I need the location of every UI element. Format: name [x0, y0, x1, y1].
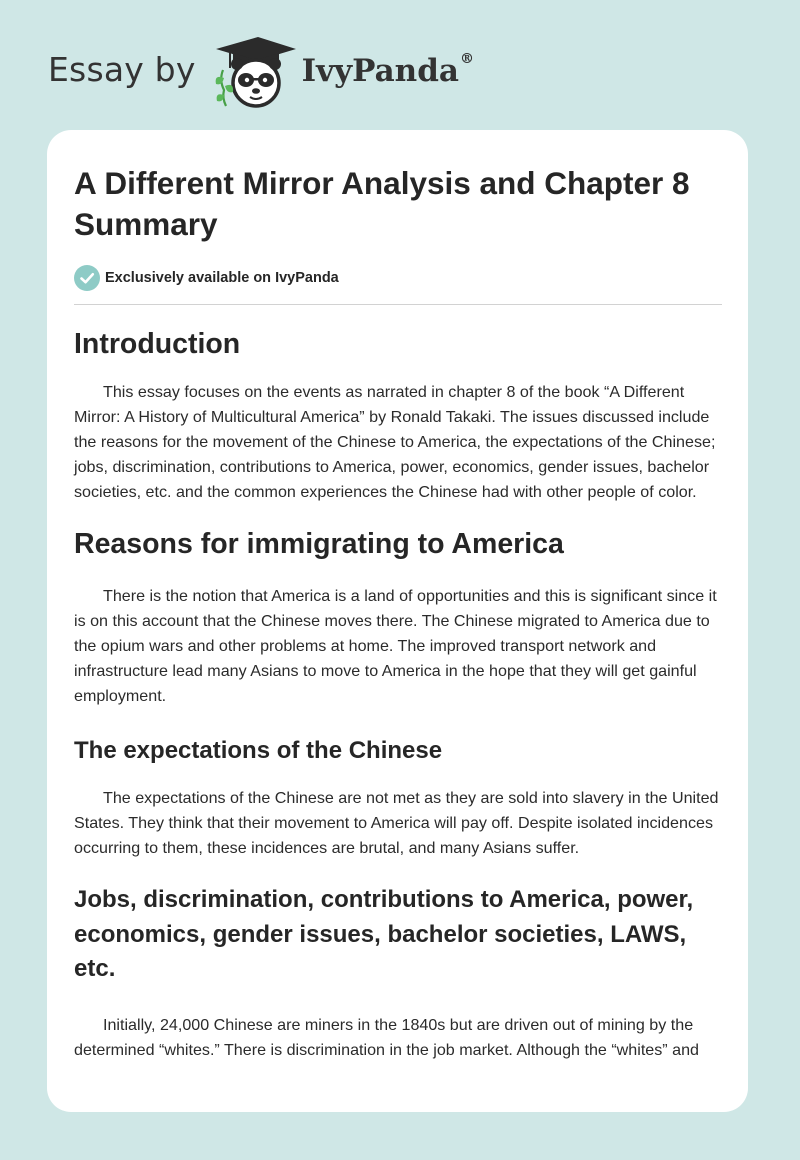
essay-by-label: Essay by [48, 49, 196, 89]
essay-title: A Different Mirror Analysis and Chapter 8 Summary [74, 165, 690, 242]
section-heading-reasons: Reasons for immigrating to America [74, 528, 564, 560]
title-divider [74, 304, 722, 305]
check-circle-icon [74, 265, 100, 291]
site-header [48, 34, 474, 110]
panda-logo-icon[interactable] [210, 34, 296, 110]
section-paragraph-expectations: The expectations of the Chinese are not met as they are sold into slavery in the United States. They think that their movement to America will pay off. Despite isolated incidences occurring to them, these incidences are brutal, and many Asians suffer. [74, 789, 719, 857]
section-heading-introduction: Introduction [74, 328, 241, 360]
exclusive-badge [74, 265, 722, 291]
section-paragraph-reasons: There is the notion that America is a land of opportunities and this is significant since it is on this account that the Chinese moves there. The Chinese migrated to America due to the opium wars and other problems at home. The improved transport network and infrastructure lead many Asians to move to America in the hope that they will get gainful employment. [74, 587, 717, 705]
section-paragraph-jobs: Initially, 24,000 Chinese are miners in the 1840s but are driven out of mining by the determined “whites.” There is discrimination in the job market. Although the “whites” and [74, 1015, 699, 1059]
brand-text: IvyPanda [301, 53, 459, 89]
section-paragraph-introduction: This essay focuses on the events as narrated in chapter 8 of the book “A Different Mirror: A History of Multicultural America” by Ronald Takaki. The issues discussed include the reasons for the movement of the Chinese to America, the expectations of the Chinese; jobs, discrimination, contributions to America, power, economics, gender issues, bachelor societies, etc. and the common experiences the Chinese had with other people of color. [74, 383, 716, 501]
brand-name[interactable] [302, 53, 474, 89]
section-heading-jobs: Jobs, discrimination, contributions to America, power, economics, gender issues, bachelor societies, LAWS, etc. [74, 886, 694, 982]
essay-card [47, 130, 748, 1112]
exclusive-text: Exclusively available on IvyPanda [105, 270, 339, 286]
registered-mark: ® [459, 51, 474, 67]
section-heading-expectations: The expectations of the Chinese [74, 737, 443, 764]
